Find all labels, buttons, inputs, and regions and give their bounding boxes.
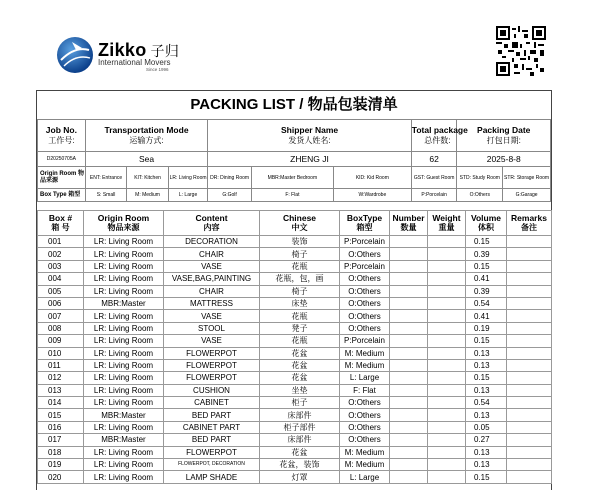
cell-remarks bbox=[507, 260, 552, 272]
table-row bbox=[38, 434, 552, 446]
cell-boxtype: O:Others bbox=[340, 409, 390, 421]
origin-code: STR: Storage Room bbox=[503, 167, 551, 189]
cell-content: VASE bbox=[164, 310, 260, 322]
origin-code: GST: Guest Room bbox=[411, 167, 457, 189]
cell-origin: LR: Living Room bbox=[84, 397, 164, 409]
cell-content: LAMP SHADE bbox=[164, 471, 260, 483]
table-row bbox=[38, 285, 552, 297]
cell-boxtype: M: Medium bbox=[340, 359, 390, 371]
cell-weight bbox=[428, 273, 466, 285]
table-row bbox=[38, 409, 552, 421]
cell-origin: LR: Living Room bbox=[84, 459, 164, 471]
cell-boxtype: F: Flat bbox=[340, 384, 390, 396]
column-header bbox=[428, 211, 466, 236]
cell-volume: 0.13 bbox=[466, 347, 507, 359]
cell-origin: LR: Living Room bbox=[84, 372, 164, 384]
cell-weight bbox=[428, 471, 466, 483]
cell-weight bbox=[428, 384, 466, 396]
cell-remarks bbox=[507, 397, 552, 409]
cell-weight bbox=[428, 310, 466, 322]
brand-since: Since 1996 bbox=[146, 67, 169, 72]
cell-box: 017 bbox=[38, 434, 84, 446]
cell-box: 003 bbox=[38, 260, 84, 272]
cell-number bbox=[390, 459, 428, 471]
cell-remarks bbox=[507, 297, 552, 309]
column-header-cn: 体积 bbox=[478, 223, 494, 232]
cell-volume: 0.15 bbox=[466, 335, 507, 347]
box-type-code: G:Golf bbox=[208, 189, 252, 202]
column-header bbox=[466, 211, 507, 236]
origin-code: ENT: Entrance bbox=[85, 167, 127, 189]
cell-number bbox=[390, 384, 428, 396]
cell-content: CUSHION bbox=[164, 384, 260, 396]
cell-chinese: 柜子部件 bbox=[260, 421, 340, 433]
origin-code: LR: Living Room bbox=[168, 167, 207, 189]
cell-boxtype: O:Others bbox=[340, 322, 390, 334]
cell-content: FLOWERPOT, DECORATION bbox=[164, 459, 260, 471]
table-row bbox=[38, 471, 552, 483]
cell-origin: LR: Living Room bbox=[84, 273, 164, 285]
box-type-code: W:Wardrobe bbox=[333, 189, 411, 202]
cell-origin: MBR:Master bbox=[84, 297, 164, 309]
table-row bbox=[38, 347, 552, 359]
header bbox=[0, 0, 600, 90]
cell-origin: LR: Living Room bbox=[84, 359, 164, 371]
cell-number bbox=[390, 359, 428, 371]
cell-boxtype: P:Porcelain bbox=[340, 236, 390, 248]
cell-volume: 0.41 bbox=[466, 310, 507, 322]
cell-number bbox=[390, 372, 428, 384]
cell-chinese: 花瓶 bbox=[260, 260, 340, 272]
cell-remarks bbox=[507, 335, 552, 347]
cell-origin: LR: Living Room bbox=[84, 446, 164, 458]
cell-number bbox=[390, 471, 428, 483]
origin-code: G:Garage bbox=[503, 189, 551, 202]
job-no-header: Job No. 工作号: bbox=[38, 120, 86, 152]
cell-chinese: 灯罩 bbox=[260, 471, 340, 483]
cell-weight bbox=[428, 421, 466, 433]
cell-remarks bbox=[507, 347, 552, 359]
cell-remarks bbox=[507, 273, 552, 285]
column-header bbox=[84, 211, 164, 236]
cell-weight bbox=[428, 459, 466, 471]
table-row bbox=[38, 446, 552, 458]
cell-box: 010 bbox=[38, 347, 84, 359]
column-header-en: Number bbox=[392, 213, 425, 223]
cell-remarks bbox=[507, 459, 552, 471]
cell-chinese: 花盆 bbox=[260, 372, 340, 384]
cell-boxtype: O:Others bbox=[340, 421, 390, 433]
box-type-code: S: Small bbox=[85, 189, 127, 202]
cell-box: 005 bbox=[38, 285, 84, 297]
cell-volume: 0.13 bbox=[466, 459, 507, 471]
column-header-cn: 中文 bbox=[291, 223, 308, 232]
transport-value: Sea bbox=[85, 152, 208, 167]
column-header-cn: 内容 bbox=[203, 223, 220, 232]
column-header-cn: 重量 bbox=[438, 223, 455, 232]
origin-room-label: Origin Room 物品来源 bbox=[38, 167, 86, 189]
cell-number bbox=[390, 421, 428, 433]
qr-code-icon bbox=[496, 26, 546, 76]
cell-volume: 0.13 bbox=[466, 384, 507, 396]
cell-volume: 0.41 bbox=[466, 273, 507, 285]
cell-boxtype: O:Others bbox=[340, 434, 390, 446]
table-row bbox=[38, 335, 552, 347]
origin-code: KID: Kid Room bbox=[333, 167, 411, 189]
cell-chinese: 椅子 bbox=[260, 285, 340, 297]
cell-box: 018 bbox=[38, 446, 84, 458]
column-header bbox=[38, 211, 84, 236]
column-header bbox=[507, 211, 552, 236]
column-header-en: Content bbox=[195, 213, 228, 223]
cell-origin: LR: Living Room bbox=[84, 471, 164, 483]
cell-boxtype: M: Medium bbox=[340, 459, 390, 471]
cell-remarks bbox=[507, 409, 552, 421]
column-header bbox=[260, 211, 340, 236]
column-header bbox=[340, 211, 390, 236]
column-header-en: BoxType bbox=[346, 213, 383, 223]
cell-remarks bbox=[507, 236, 552, 248]
cell-remarks bbox=[507, 359, 552, 371]
cell-number bbox=[390, 260, 428, 272]
cell-volume: 0.19 bbox=[466, 322, 507, 334]
cell-number bbox=[390, 248, 428, 260]
table-row bbox=[38, 297, 552, 309]
table-row bbox=[38, 310, 552, 322]
cell-box: 007 bbox=[38, 310, 84, 322]
cell-number bbox=[390, 347, 428, 359]
cell-volume: 0.27 bbox=[466, 434, 507, 446]
cell-boxtype: P:Porcelain bbox=[340, 335, 390, 347]
origin-code: MBR:Master Bedroom bbox=[251, 167, 333, 189]
table-row bbox=[38, 359, 552, 371]
cell-boxtype: O:Others bbox=[340, 248, 390, 260]
cell-box: 002 bbox=[38, 248, 84, 260]
column-header-cn: 数量 bbox=[400, 223, 417, 232]
column-header-en: Volume bbox=[470, 213, 502, 223]
cell-remarks bbox=[507, 421, 552, 433]
cell-origin: LR: Living Room bbox=[84, 421, 164, 433]
cell-volume: 0.39 bbox=[466, 285, 507, 297]
column-header bbox=[164, 211, 260, 236]
cell-boxtype: L: Large bbox=[340, 471, 390, 483]
cell-origin: LR: Living Room bbox=[84, 236, 164, 248]
origin-code: DR: Dining Room bbox=[208, 167, 252, 189]
cell-remarks bbox=[507, 322, 552, 334]
box-type-label: Box Type 箱型 bbox=[38, 189, 86, 202]
cell-weight bbox=[428, 285, 466, 297]
cell-number bbox=[390, 297, 428, 309]
items-table bbox=[37, 210, 552, 484]
box-type-code: F: Flat bbox=[251, 189, 333, 202]
cell-origin: LR: Living Room bbox=[84, 347, 164, 359]
cell-weight bbox=[428, 322, 466, 334]
cell-box: 004 bbox=[38, 273, 84, 285]
column-header-en: Weight bbox=[432, 213, 461, 223]
cell-origin: MBR:Master bbox=[84, 434, 164, 446]
cell-weight bbox=[428, 297, 466, 309]
cell-weight bbox=[428, 446, 466, 458]
cell-boxtype: O:Others bbox=[340, 310, 390, 322]
cell-weight bbox=[428, 236, 466, 248]
cell-box: 001 bbox=[38, 236, 84, 248]
cell-chinese: 床部件 bbox=[260, 409, 340, 421]
cell-chinese: 床部件 bbox=[260, 434, 340, 446]
cell-content: BED PART bbox=[164, 434, 260, 446]
table-header-row bbox=[38, 211, 552, 236]
cell-content: VASE bbox=[164, 260, 260, 272]
cell-box: 016 bbox=[38, 421, 84, 433]
cell-box: 019 bbox=[38, 459, 84, 471]
cell-volume: 0.15 bbox=[466, 471, 507, 483]
cell-content: CABINET PART bbox=[164, 421, 260, 433]
column-header-en: Origin Room bbox=[97, 213, 150, 223]
cell-chinese: 装饰 bbox=[260, 236, 340, 248]
cell-chinese: 花瓶，包，画 bbox=[260, 273, 340, 285]
cell-weight bbox=[428, 260, 466, 272]
cell-boxtype: O:Others bbox=[340, 297, 390, 309]
column-header-cn: 备注 bbox=[521, 223, 537, 232]
cell-boxtype: O:Others bbox=[340, 285, 390, 297]
cell-remarks bbox=[507, 446, 552, 458]
cell-chinese: 坐垫 bbox=[260, 384, 340, 396]
origin-code: STD: Study Room bbox=[457, 167, 503, 189]
cell-origin: LR: Living Room bbox=[84, 384, 164, 396]
cell-remarks bbox=[507, 248, 552, 260]
cell-origin: MBR:Master bbox=[84, 409, 164, 421]
box-type-code: O:Others bbox=[457, 189, 503, 202]
cell-volume: 0.54 bbox=[466, 297, 507, 309]
cell-box: 015 bbox=[38, 409, 84, 421]
cell-content: FLOWERPOT bbox=[164, 347, 260, 359]
cell-weight bbox=[428, 434, 466, 446]
cell-box: 011 bbox=[38, 359, 84, 371]
brand-subtitle: International Movers bbox=[98, 58, 171, 67]
cell-number bbox=[390, 310, 428, 322]
cell-content: BED PART bbox=[164, 409, 260, 421]
cell-origin: LR: Living Room bbox=[84, 310, 164, 322]
packing-date-value: 2025-8-8 bbox=[457, 152, 551, 167]
cell-chinese: 花瓶 bbox=[260, 335, 340, 347]
table-row bbox=[38, 372, 552, 384]
cell-weight bbox=[428, 409, 466, 421]
column-header bbox=[390, 211, 428, 236]
cell-content: FLOWERPOT bbox=[164, 372, 260, 384]
packing-date-header: Packing Date 打包日期: bbox=[457, 120, 551, 152]
cell-content: CHAIR bbox=[164, 248, 260, 260]
brand-name: Zikko 子归 bbox=[98, 40, 180, 60]
table-row bbox=[38, 384, 552, 396]
cell-origin: LR: Living Room bbox=[84, 322, 164, 334]
cell-number bbox=[390, 335, 428, 347]
cell-weight bbox=[428, 397, 466, 409]
box-type-code: P:Porcelain bbox=[411, 189, 457, 202]
cell-number bbox=[390, 285, 428, 297]
cell-chinese: 床垫 bbox=[260, 297, 340, 309]
cell-volume: 0.15 bbox=[466, 236, 507, 248]
table-row bbox=[38, 459, 552, 471]
cell-volume: 0.13 bbox=[466, 359, 507, 371]
cell-volume: 0.39 bbox=[466, 248, 507, 260]
cell-box: 012 bbox=[38, 372, 84, 384]
cell-volume: 0.15 bbox=[466, 372, 507, 384]
cell-chinese: 花瓶 bbox=[260, 310, 340, 322]
cell-volume: 0.54 bbox=[466, 397, 507, 409]
cell-chinese: 凳子 bbox=[260, 322, 340, 334]
cell-number bbox=[390, 434, 428, 446]
cell-origin: LR: Living Room bbox=[84, 335, 164, 347]
cell-weight bbox=[428, 372, 466, 384]
shipper-header: Shipper Name 发货人姓名: bbox=[208, 120, 412, 152]
cell-remarks bbox=[507, 434, 552, 446]
cell-number bbox=[390, 409, 428, 421]
packing-list-sheet bbox=[36, 90, 552, 490]
table-row bbox=[38, 273, 552, 285]
cell-chinese: 花盆 bbox=[260, 359, 340, 371]
cell-chinese: 花盆 bbox=[260, 446, 340, 458]
cell-box: 014 bbox=[38, 397, 84, 409]
cell-remarks bbox=[507, 310, 552, 322]
total-package-header: Total package 总件数: bbox=[411, 120, 457, 152]
cell-content: STOOL bbox=[164, 322, 260, 334]
cell-boxtype: L: Large bbox=[340, 372, 390, 384]
origin-code: KIT: Kitchen bbox=[127, 167, 169, 189]
cell-origin: LR: Living Room bbox=[84, 260, 164, 272]
column-header-cn: 箱 号 bbox=[51, 223, 70, 232]
cell-remarks bbox=[507, 471, 552, 483]
cell-boxtype: P:Porcelain bbox=[340, 260, 390, 272]
cell-boxtype: O:Others bbox=[340, 273, 390, 285]
column-header-cn: 物品来源 bbox=[107, 223, 140, 232]
cell-weight bbox=[428, 359, 466, 371]
cell-chinese: 椅子 bbox=[260, 248, 340, 260]
cell-box: 008 bbox=[38, 322, 84, 334]
cell-box: 013 bbox=[38, 384, 84, 396]
cell-weight bbox=[428, 335, 466, 347]
transport-header: Transportation Mode 运输方式: bbox=[85, 120, 208, 152]
cell-content: CHAIR bbox=[164, 285, 260, 297]
table-row bbox=[38, 260, 552, 272]
cell-volume: 0.15 bbox=[466, 260, 507, 272]
zikko-globe-logo-icon bbox=[56, 36, 94, 74]
cell-remarks bbox=[507, 285, 552, 297]
job-no-value: D20250705A bbox=[38, 152, 86, 167]
cell-content: VASE,BAG,PAINTING bbox=[164, 273, 260, 285]
column-header-cn: 箱型 bbox=[356, 223, 373, 232]
cell-remarks bbox=[507, 372, 552, 384]
cell-content: CABINET bbox=[164, 397, 260, 409]
cell-number bbox=[390, 446, 428, 458]
cell-number bbox=[390, 273, 428, 285]
cell-remarks bbox=[507, 384, 552, 396]
cell-content: FLOWERPOT bbox=[164, 359, 260, 371]
cell-boxtype: O:Others bbox=[340, 397, 390, 409]
cell-box: 009 bbox=[38, 335, 84, 347]
page-title: PACKING LIST / 物品包装清单 bbox=[37, 91, 551, 120]
cell-volume: 0.05 bbox=[466, 421, 507, 433]
box-type-code: L: Large bbox=[168, 189, 207, 202]
table-row bbox=[38, 322, 552, 334]
cell-chinese: 花盆 bbox=[260, 347, 340, 359]
cell-origin: LR: Living Room bbox=[84, 248, 164, 260]
cell-chinese: 花盆，装饰 bbox=[260, 459, 340, 471]
cell-number bbox=[390, 397, 428, 409]
box-type-code: M: Medium bbox=[127, 189, 169, 202]
column-header-en: Remarks bbox=[511, 213, 547, 223]
table-row bbox=[38, 397, 552, 409]
table-row bbox=[38, 236, 552, 248]
cell-volume: 0.13 bbox=[466, 409, 507, 421]
cell-number bbox=[390, 236, 428, 248]
cell-weight bbox=[428, 248, 466, 260]
cell-weight bbox=[428, 347, 466, 359]
cell-content: DECORATION bbox=[164, 236, 260, 248]
cell-content: MATTRESS bbox=[164, 297, 260, 309]
column-header-en: Box # bbox=[48, 213, 73, 223]
cell-boxtype: M: Medium bbox=[340, 446, 390, 458]
cell-number bbox=[390, 322, 428, 334]
cell-content: VASE bbox=[164, 335, 260, 347]
cell-content: FLOWERPOT bbox=[164, 446, 260, 458]
job-info-table bbox=[37, 119, 551, 202]
column-header-en: Chinese bbox=[282, 213, 317, 223]
cell-box: 020 bbox=[38, 471, 84, 483]
cell-boxtype: M: Medium bbox=[340, 347, 390, 359]
cell-box: 006 bbox=[38, 297, 84, 309]
cell-origin: LR: Living Room bbox=[84, 285, 164, 297]
table-row bbox=[38, 421, 552, 433]
table-row bbox=[38, 248, 552, 260]
shipper-value: ZHENG JI bbox=[208, 152, 412, 167]
cell-chinese: 柜子 bbox=[260, 397, 340, 409]
total-package-value: 62 bbox=[411, 152, 457, 167]
cell-volume: 0.13 bbox=[466, 446, 507, 458]
